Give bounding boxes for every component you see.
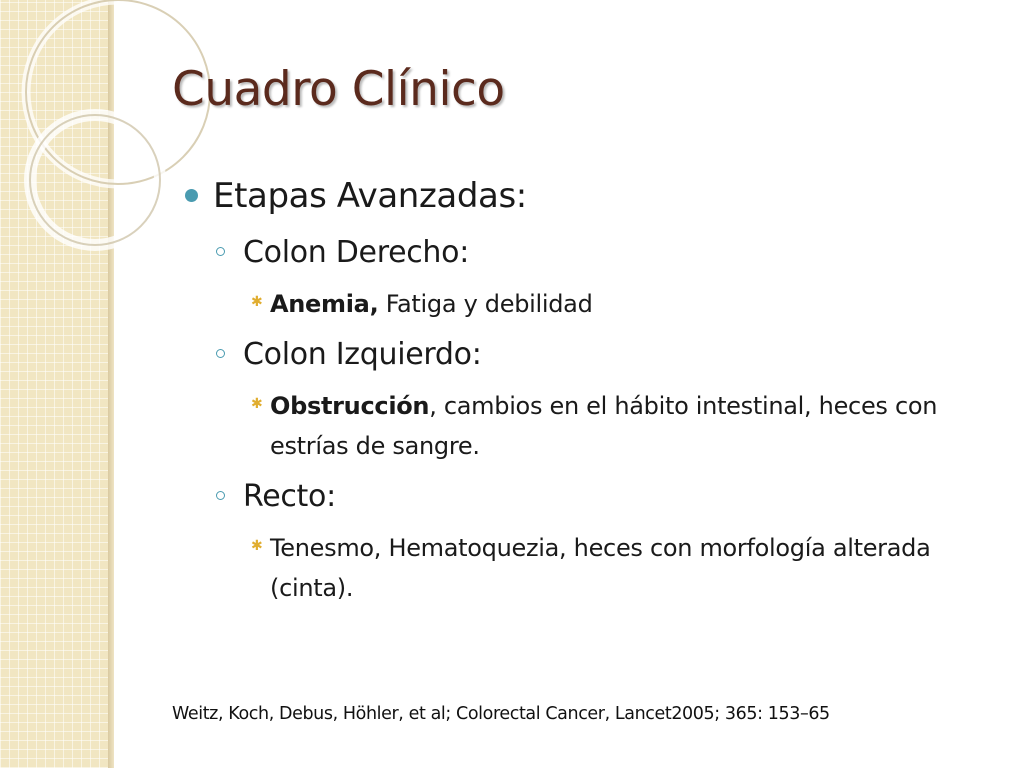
- filled-circle-bullet-icon: [185, 189, 198, 202]
- bullet-label: Etapas Avanzadas:: [213, 176, 527, 216]
- bullet-text: Tenesmo, Hematoquezia, heces con morfología alterada (cinta).: [270, 534, 931, 602]
- bullet-text: Fatiga y debilidad: [378, 290, 593, 318]
- star-bullet-icon: ✱: [251, 396, 263, 412]
- bullet-tenesmo: [185, 528, 1000, 608]
- bullet-recto: [185, 474, 1005, 520]
- star-bullet-icon: ✱: [251, 538, 263, 554]
- bullet-bold-text: Anemia,: [270, 290, 379, 318]
- bullet-bold-text: Obstrucción: [270, 392, 430, 420]
- bullet-anemia: [185, 284, 1000, 324]
- bullet-text: , cambios en el hábito intestinal, heces con estrías de sangre.: [270, 392, 938, 460]
- hollow-circle-bullet-icon: [216, 247, 225, 256]
- bullet-etapas-avanzadas: [185, 170, 1005, 222]
- citation: Weitz, Koch, Debus, Höhler, et al; Colorectal Cancer, Lancet2005; 365: 153–65: [172, 704, 830, 724]
- hollow-circle-bullet-icon: [216, 491, 225, 500]
- bullet-colon-izquierdo: [185, 332, 1005, 378]
- bullet-label: Colon Izquierdo:: [243, 337, 482, 372]
- bullet-label: Recto:: [243, 479, 336, 514]
- bullet-colon-derecho: [185, 230, 1005, 276]
- slide-title: Cuadro Clínico: [172, 62, 505, 117]
- bullet-obstruccion: [185, 386, 1000, 466]
- hollow-circle-bullet-icon: [216, 349, 225, 358]
- star-bullet-icon: ✱: [251, 294, 263, 310]
- bullet-list: [185, 170, 1005, 616]
- bullet-label: Colon Derecho:: [243, 235, 470, 270]
- decorative-circles-icon: [0, 0, 200, 300]
